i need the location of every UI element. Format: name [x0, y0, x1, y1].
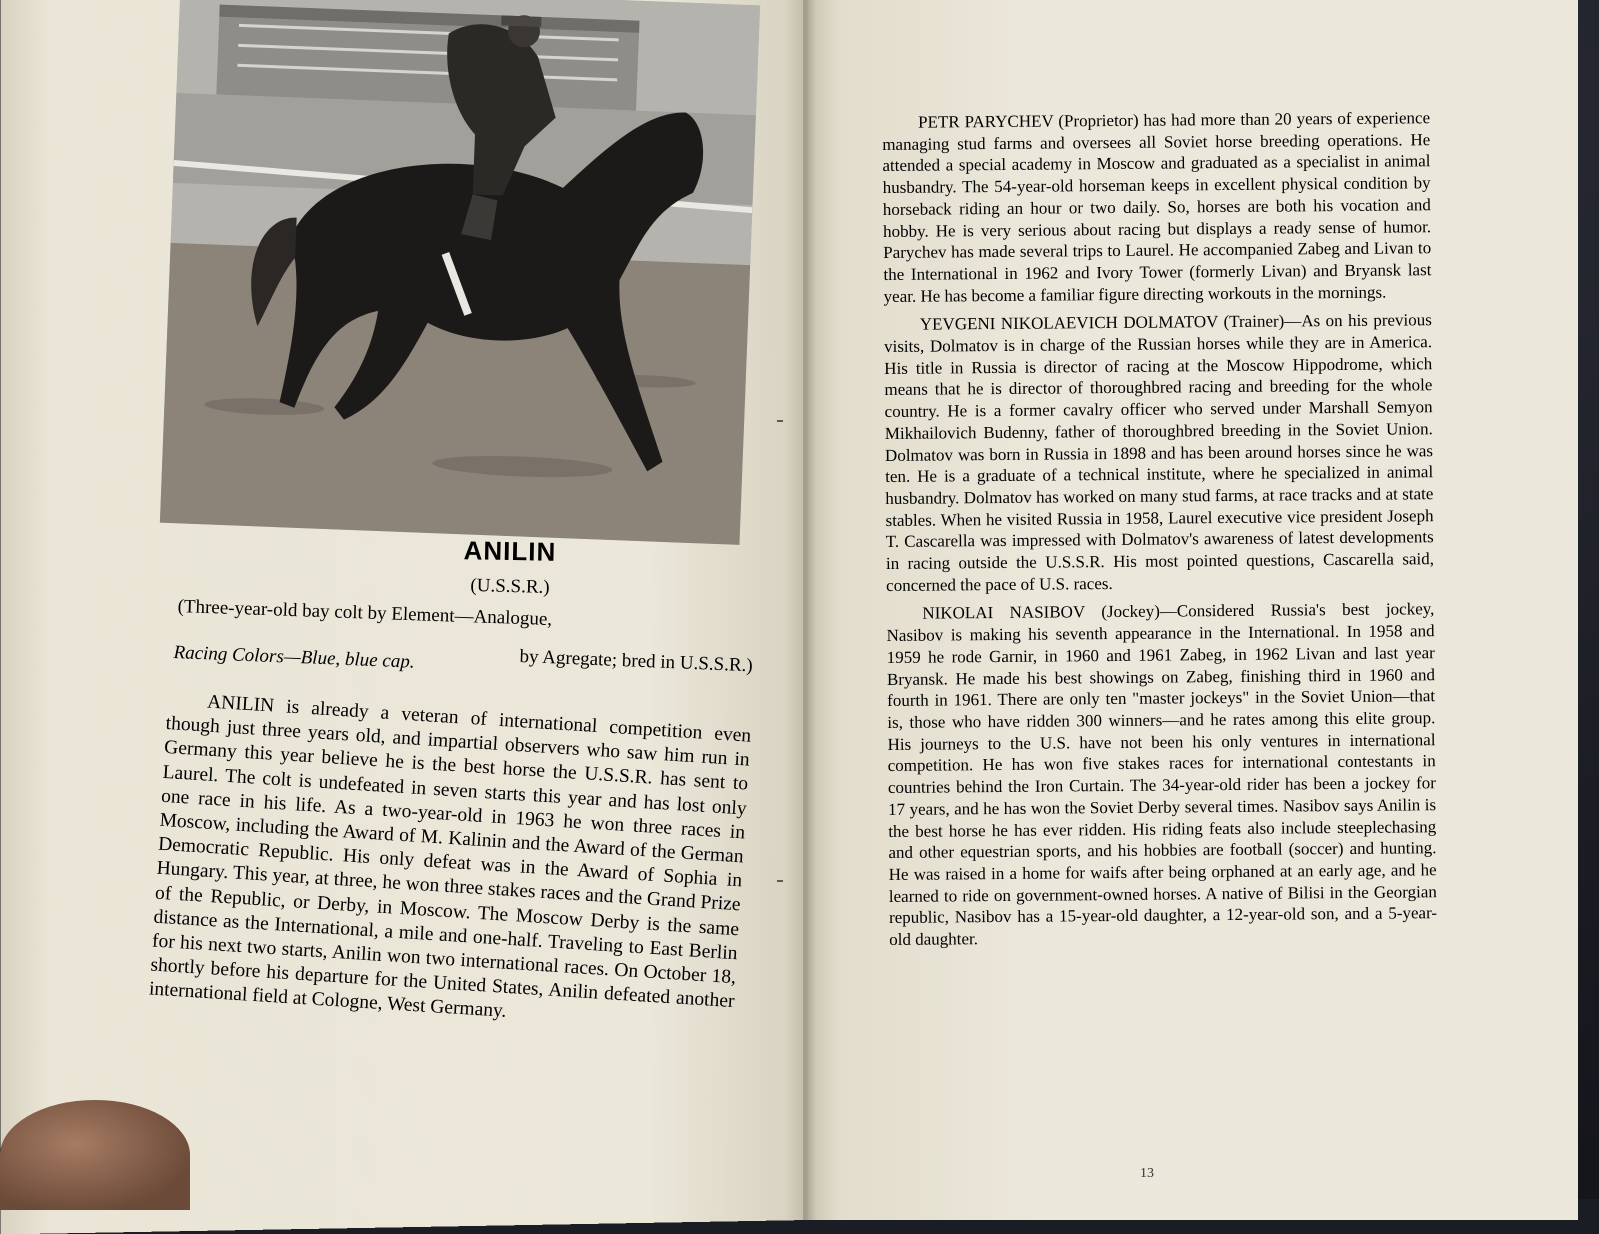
breeding-line-1: (Three-year-old bay colt by Element—Analogue,: [177, 596, 553, 631]
binding-stitch: [777, 880, 783, 882]
trainer-paragraph: YEVGENI NIKOLAEVICH DOLMATOV (Trainer)—As on his previous visits, Dolmatov is in charge of the Russian horses while they are in America. His title in Russia is director of racing at the Moscow Hippodrome, which means that he is director of thoroughbred racing and breeding for the whole country. He is a former cavalry officer who served under Marshall Semyon Mikhailovich Budenny, father of thoroughbred breeding in the Soviet Union. Dolmatov was born in Russia in 1898 and has been around horses since he was ten. He is a graduate of a technical institute, where he specialized in animal husbandry. Dolmatov has worked on many stud farms, at race tracks and at state stables. When he visited Russia in 1958, Laurel executive vice president Joseph T. Cascarella was impressed with Dolmatov's awareness of latest developments in racing outside the U.S.S.R. His most pointed questions, Cascarella said, concerned the pace of U.S. races.: [883, 310, 1435, 595]
description-paragraph: ANILIN is already a veteran of international competition even though just three years old, and impartial observers who saw him run in Germany this year believe he is the best horse the U.S.S.R. has sent to Laurel. The colt is undefeated in seven starts this year and has lost only one race in his life. As a two-year-old in 1963 he won three races in Moscow, including the Award of M. Kalinin and the Award of the German Democratic Republic. His only defeat was in the Award of Sophia in Hungary. This year, at three, he won three stakes races and the Grand Prize of the Republic, or Derby, in Moscow. The Moscow Derby is the same distance as the International, a mile and one-half. Traveling to East Berlin for his next two starts, Anilin won two international races. On October 18, shortly before his departure for the United States, Anilin defeated another international field at Cologne, West Germany.: [148, 691, 752, 1023]
racing-colors: Racing Colors—Blue, blue cap.: [173, 642, 415, 673]
binding-stitch: [777, 420, 783, 422]
country-label: (U.S.S.R.): [470, 574, 550, 599]
page-number: 13: [1140, 1166, 1154, 1181]
horse-description: [148, 688, 752, 1039]
connections-text: [882, 107, 1437, 957]
horse-and-jockey-photo: [160, 0, 760, 545]
breeding-line-2: by Agregate; bred in U.S.S.R.): [519, 646, 754, 677]
proprietor-paragraph: PETR PARYCHEV (Proprietor) has had more than 20 years of experience managing stud farms and oversees all Soviet horse breeding operations. He attended a special academy in Moscow and graduated as a specialist in animal husbandry. The 54-year-old horseman keeps in excellent physical condition by horseback riding an hour or two daily. So, horses are both his vocation and hobby. He is very serious about racing but displays a ready sense of humor. Parychev has made several trips to Laurel. He accompanied Zabeg and Livan to the International in 1962 and Ivory Tower (formerly Livan) and Bryansk last year. He has become a familiar figure directing workouts in the mornings.: [882, 108, 1432, 306]
page-gutter: [803, 0, 815, 1220]
jockey-paragraph: NIKOLAI NASIBOV (Jockey)—Considered Russia's best jockey, Nasibov is making his seventh appearance in the International. In 1958 and 1959 he rode Garnir, in 1960 and 1961 Zabeg, in 1962 Livan and last year Bryansk. He made his best showings on Zabeg, finishing third in 1960 and fourth in 1961. There are only ten "master jockeys" in the Soviet Union—that is, those who have ridden 300 winners—and he rates among this elite group. His journeys to the U.S. have not been his only ventures in international competition. He has won five stakes races for international contestants in countries behind the Iron Curtain. The 34-year-old rider has been a jockey for 17 years, and he has won the Soviet Derby several times. Nasibov says Anilin is the best horse he has ever ridden. His riding feats also include steeplechasing and other equestrian sports, and his hobbies are football (soccer) and hunting. He was raised in a home for waifs after being orphaned at an early age, and he learned to ride on government-owned horses. A native of Bilisi in the Georgian republic, Nasibov has a 15-year-old daughter, a 12-year-old son, and a 5-year-old daughter.: [886, 599, 1438, 949]
photo-illustration: [160, 0, 760, 545]
horse-name-heading: ANILIN: [463, 535, 557, 567]
thumb: [0, 1100, 190, 1210]
